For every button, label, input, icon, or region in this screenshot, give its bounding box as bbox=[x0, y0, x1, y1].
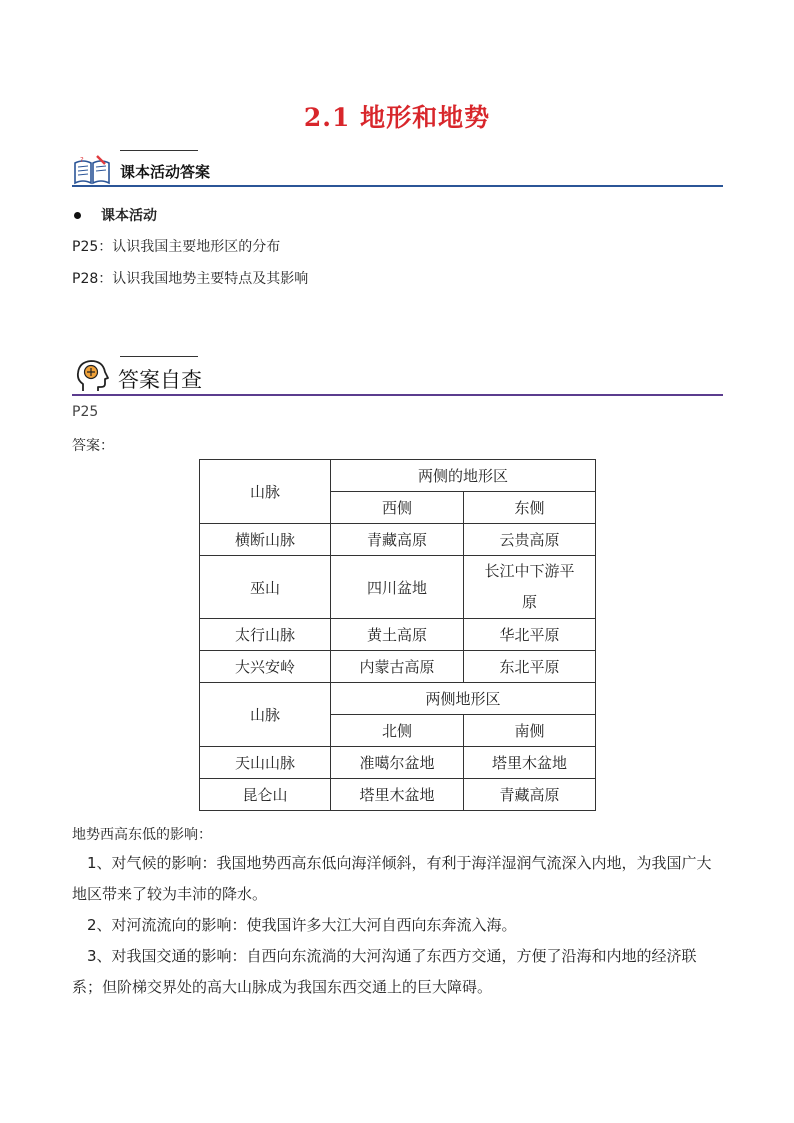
table-cell: 大兴安岭 bbox=[200, 651, 331, 683]
svg-text:?: ? bbox=[80, 156, 84, 164]
section-heading: 课本活动答案 bbox=[120, 163, 211, 181]
table-header-cell: 山脉 bbox=[200, 460, 331, 524]
activity-bullet-label: 课本活动 bbox=[101, 208, 157, 224]
table-row bbox=[200, 747, 596, 779]
activity-line-p25: P25：认识我国主要地形区的分布 bbox=[72, 239, 281, 255]
table-cell: 华北平原 bbox=[464, 619, 596, 651]
section-header-answer-check bbox=[72, 356, 723, 398]
table-row bbox=[200, 460, 596, 492]
section-rule bbox=[72, 185, 723, 187]
table-cell: 塔里木盆地 bbox=[331, 779, 464, 811]
table-row bbox=[200, 779, 596, 811]
table-row bbox=[200, 651, 596, 683]
table-cell: 天山山脉 bbox=[200, 747, 331, 779]
impact-title: 地势西高东低的影响： bbox=[72, 827, 212, 843]
table-cell: 青藏高原 bbox=[331, 524, 464, 556]
head-profile-icon bbox=[74, 358, 110, 394]
section-heading: 答案自查 bbox=[118, 368, 202, 392]
table-cell: 黄土高原 bbox=[331, 619, 464, 651]
table-cell: 巫山 bbox=[200, 556, 331, 619]
table-header-cell: 两侧地形区 bbox=[331, 683, 596, 715]
table-cell: 太行山脉 bbox=[200, 619, 331, 651]
table-cell: 昆仑山 bbox=[200, 779, 331, 811]
table-header-cell: 东侧 bbox=[464, 492, 596, 524]
table-row bbox=[200, 556, 596, 619]
impact-rivers: 2、对河流流向的影响：使我国许多大江大河自西向东奔流入海。 bbox=[87, 916, 517, 934]
impact-climate: 1、对气候的影响：我国地势西高东低向海洋倾斜，有利于海洋湿润气流深入内地，为我国广大地区带来了较为丰沛的降水。 bbox=[72, 854, 712, 903]
table-header-cell: 西侧 bbox=[331, 492, 464, 524]
section-rule bbox=[72, 394, 723, 396]
table-row bbox=[200, 524, 596, 556]
table-cell: 准噶尔盆地 bbox=[331, 747, 464, 779]
page-reference: P25 bbox=[72, 404, 99, 420]
open-book-icon bbox=[72, 154, 112, 186]
section-header-textbook-activity-answers bbox=[72, 150, 723, 190]
activity-line-p28: P28：认识我国地势主要特点及其影响 bbox=[72, 271, 309, 287]
impact-transport: 3、对我国交通的影响：自西向东流淌的大河沟通了东西方交通，方便了沿海和内地的经济联系；但阶梯交界处的高大山脉成为我国东西交通上的巨大障碍。 bbox=[72, 947, 697, 996]
answer-label: 答案： bbox=[72, 438, 114, 454]
table-cell: 长江中下游平原 bbox=[464, 556, 596, 619]
table-header-cell: 北侧 bbox=[331, 715, 464, 747]
page-title: 2.1 地形和地势 bbox=[303, 103, 491, 132]
terrain-table bbox=[199, 459, 596, 811]
table-row bbox=[200, 619, 596, 651]
table-cell: 四川盆地 bbox=[331, 556, 464, 619]
table-cell: 塔里木盆地 bbox=[464, 747, 596, 779]
table-cell: 横断山脉 bbox=[200, 524, 331, 556]
table-row bbox=[200, 683, 596, 715]
table-header-cell: 两侧的地形区 bbox=[331, 460, 596, 492]
bullet-icon bbox=[74, 212, 81, 219]
table-header-cell: 南侧 bbox=[464, 715, 596, 747]
section-topline bbox=[120, 356, 198, 357]
section-topline bbox=[120, 150, 198, 151]
table-cell: 云贵高原 bbox=[464, 524, 596, 556]
table-cell: 内蒙古高原 bbox=[331, 651, 464, 683]
table-cell: 青藏高原 bbox=[464, 779, 596, 811]
table-cell: 东北平原 bbox=[464, 651, 596, 683]
table-header-cell: 山脉 bbox=[200, 683, 331, 747]
